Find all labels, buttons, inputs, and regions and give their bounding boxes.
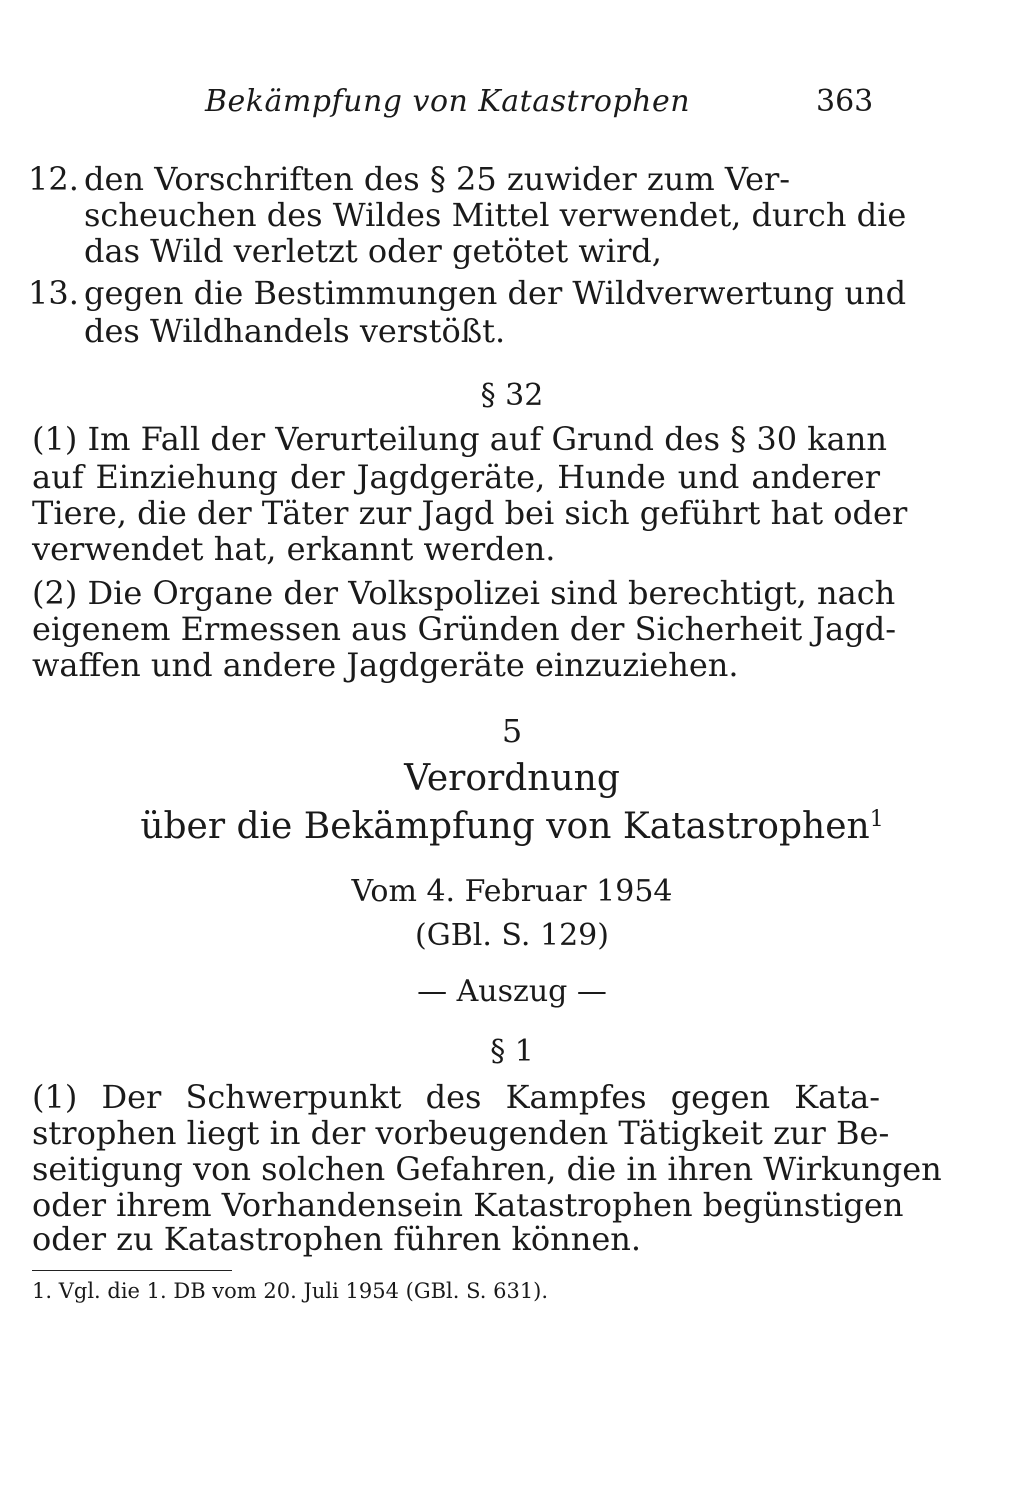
paragraph-line: (1) Im Fall der Verurteilung auf Grund des § 30 kann <box>32 420 887 458</box>
law-title: Verordnung <box>404 758 620 799</box>
paragraph-line: oder ihrem Vorhandensein Katastrophen begünstigen <box>32 1186 904 1224</box>
paragraph-line: (1) Der Schwerpunkt des Kampfes gegen Kata- <box>32 1078 880 1116</box>
list-item-line: das Wild verletzt oder getötet wird, <box>84 232 662 270</box>
law-number: 5 <box>501 712 523 750</box>
footnote: 1. Vgl. die 1. DB vom 20. Juli 1954 (GBl. S. 631). <box>32 1279 549 1303</box>
section-heading: § 1 <box>490 1034 534 1069</box>
footnote-rule <box>32 1270 232 1271</box>
section-heading: § 32 <box>480 378 544 413</box>
paragraph-line: verwendet hat, erkannt werden. <box>32 530 556 568</box>
law-title-text: über die Bekämpfung von Katastrophen <box>140 806 870 847</box>
list-item-number: 13. <box>28 274 79 312</box>
paragraph-line: strophen liegt in der vorbeugenden Tätigkeit zur Be- <box>32 1114 890 1152</box>
list-item-line: scheuchen des Wildes Mittel verwendet, durch die <box>84 196 907 234</box>
law-title-line-2 <box>0 806 1024 847</box>
page-number: 363 <box>816 84 874 119</box>
law-date: Vom 4. Februar 1954 <box>351 874 673 909</box>
paragraph-line: (2) Die Organe der Volkspolizei sind berechtigt, nach <box>32 574 896 612</box>
excerpt-label: — Auszug — <box>417 974 607 1009</box>
paragraph-line: seitigung von solchen Gefahren, die in ihren Wirkungen <box>32 1150 942 1188</box>
law-source: (GBl. S. 129) <box>415 918 609 953</box>
paragraph-line: waffen und andere Jagdgeräte einzuziehen. <box>32 646 739 684</box>
list-item-text: den Vorschriften des § 25 zuwider zum Ver- <box>84 160 791 198</box>
list-item-number: 12. <box>28 160 79 198</box>
paragraph-line: oder zu Katastrophen führen können. <box>32 1220 642 1258</box>
paragraph-line: eigenem Ermessen aus Gründen der Sicherheit Jagd- <box>32 610 897 648</box>
list-item-line <box>84 160 880 198</box>
running-head <box>0 84 1024 128</box>
footnote-marker: 1 <box>869 807 884 832</box>
list-item-line: des Wildhandels verstößt. <box>84 312 506 350</box>
paragraph-line: auf Einziehung der Jagdgeräte, Hunde und anderer <box>32 458 880 496</box>
list-item-line: gegen die Bestimmungen der Wildverwertung und <box>84 274 907 312</box>
paragraph-line: Tiere, die der Täter zur Jagd bei sich geführt hat oder <box>32 494 908 532</box>
running-title: Bekämpfung von Katastrophen <box>205 84 691 119</box>
